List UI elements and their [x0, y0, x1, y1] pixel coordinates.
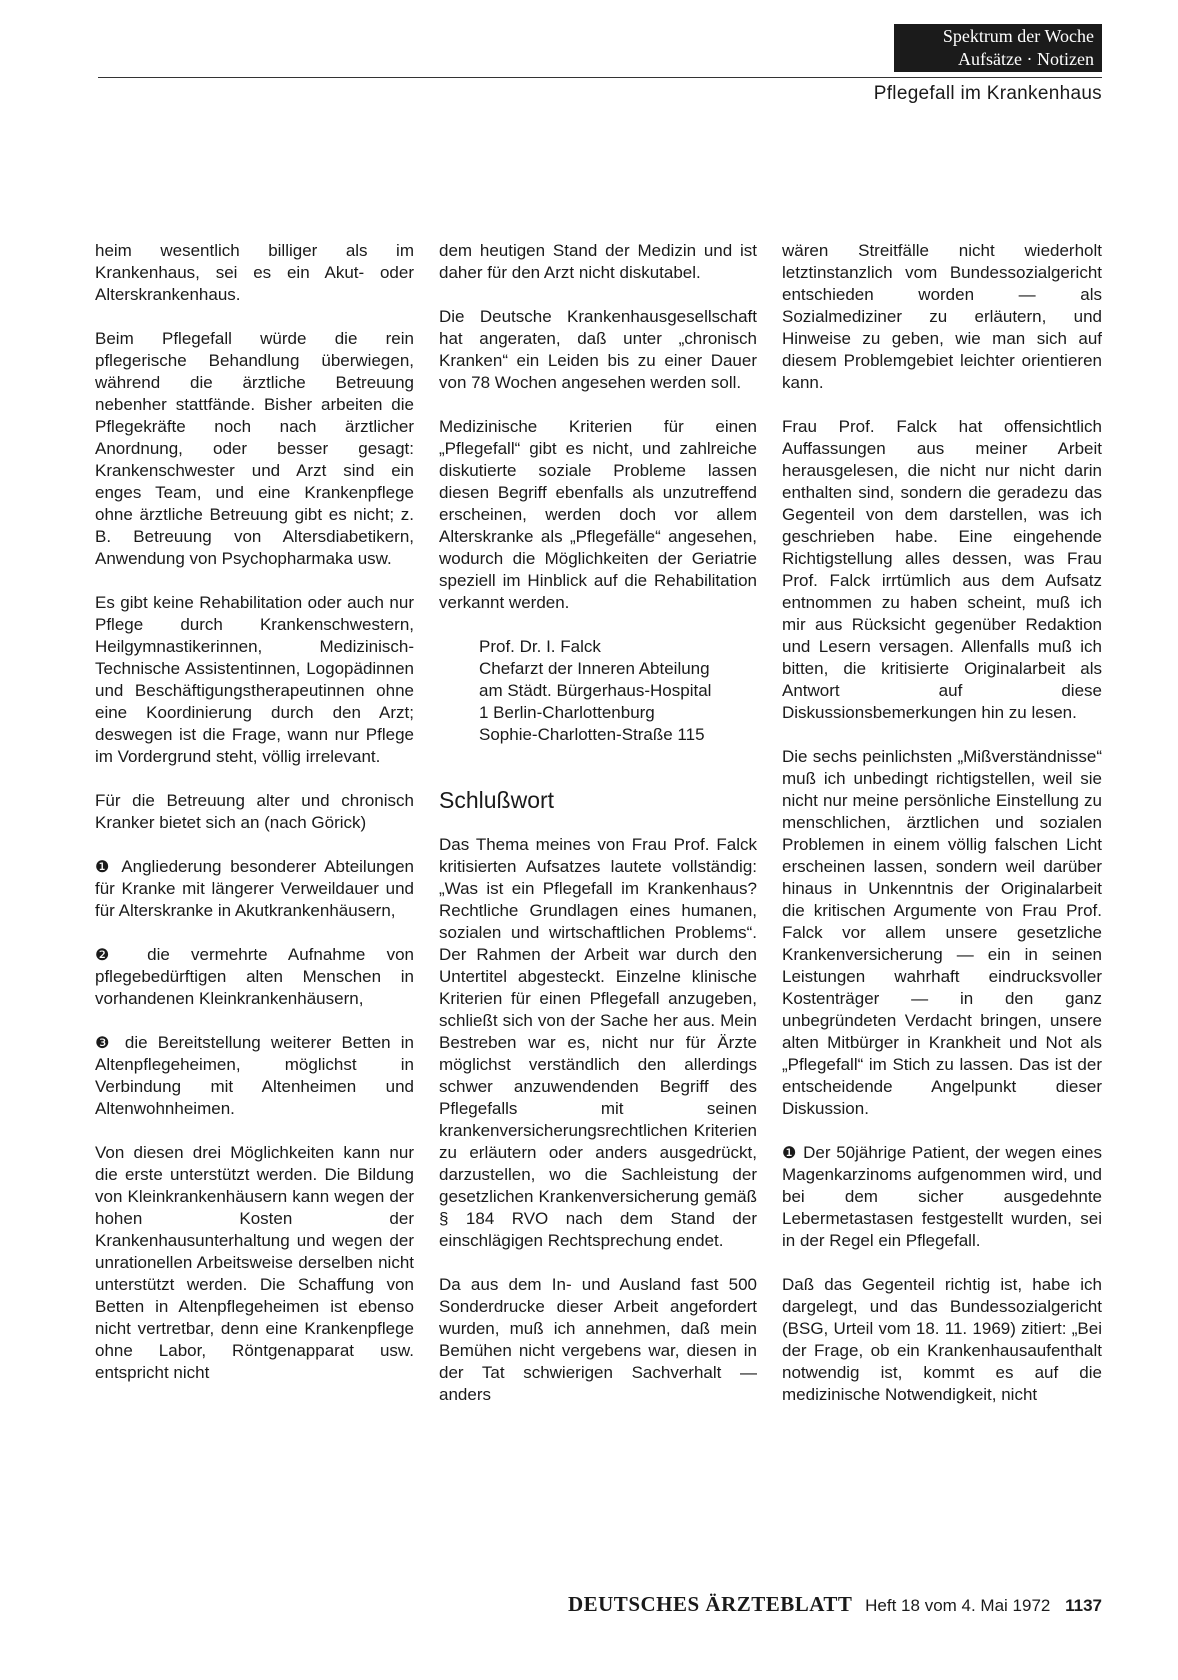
list-item — [95, 944, 414, 1010]
paragraph: Das Thema meines von Frau Prof. Falck kritisierten Aufsatzes lautete vollständig: „Was ist ein Pflegefall im Krankenhaus? Rechtliche Grundlagen eines humanen, sozialen und wirtschaftlichen Problems“. Der Rahmen der Arbeit war durch den Untertitel abgesteckt. Einzelne klinische Kriterien für einen Pflegefall anzugeben, schließt sich von der Sache her aus. Mein Bestreben war es, nicht nur für Ärzte möglichst verständlich den allerdings schwer anzuwendenden Begriff des Pflegefalls mit seinen krankenversicherungsrechtlichen Kriterien zu erläutern oder anders ausgedrückt, darzustellen, wo die Sachleistung der gesetzlichen Krankenversicherung gemäß § 184 RVO nach dem Stand der einschlägigen Rechtsprechung endet. — [439, 835, 757, 1250]
rubric-badge — [894, 24, 1102, 72]
list-item-text: die vermehrte Aufnahme von pflegebedürftigen alten Menschen in vorhandenen Kleinkrankenhäusern, — [95, 945, 414, 1008]
author-city: 1 Berlin-Charlottenburg — [479, 703, 655, 722]
paragraph: Für die Betreuung alter und chronisch Kranker bietet sich an (nach Görick) — [95, 791, 414, 832]
paragraph: Da aus dem In- und Ausland fast 500 Sonderdrucke dieser Arbeit angefordert wurden, muß ich annehmen, daß mein Bemühen nicht vergebens war, diesen in der Tat schwierigen Sachverhalt — anders — [439, 1275, 757, 1404]
issue-info: Heft 18 vom 4. Mai 1972 — [865, 1596, 1051, 1615]
rubric-line-2: Aufsätze · Notizen — [958, 49, 1094, 69]
list-item — [95, 856, 414, 922]
journal-name: DEUTSCHES ÄRZTEBLATT — [567, 1592, 853, 1616]
list-item — [782, 1142, 1102, 1252]
list-item-text: Der 50jährige Patient, der wegen eines Magenkarzinoms aufgenommen wird, und bei dem sicher ausgedehnte Lebermetastasen festgestellt wurden, sei in der Regel ein Pflegefall. — [782, 1143, 1103, 1250]
author-institution: am Städt. Bürgerhaus-Hospital — [479, 681, 712, 700]
rubric-line-1: Spektrum der Woche — [942, 26, 1094, 46]
column-1 — [95, 240, 414, 1406]
paragraph: Beim Pflegefall würde die rein pflegerische Behandlung überwiegen, während die ärztliche Betreuung nebenher stattfände. Bisher arbeiten die Pflegekräfte noch nach ärztlicher Anordnung, oder besser gesagt: Krankenschwester und Arzt sind ein enges Team, und eine Krankenpflege ohne ärztliche Betreuung gibt es nicht; z. B. Betreuung von Altersdiabetikern, Anwendung von Psychopharmaka usw. — [95, 329, 414, 568]
number-one-icon: ❶ — [782, 1143, 798, 1162]
number-one-icon: ❶ — [95, 857, 114, 876]
section-title: Pflegefall im Krankenhaus — [873, 83, 1102, 104]
column-2 — [439, 240, 757, 1428]
number-three-icon: ❸ — [95, 1033, 115, 1052]
list-item-text: die Bereitstellung weiterer Betten in Altenpflegeheimen, möglichst in Verbindung mit Altenheimen und Altenwohnheimen. — [95, 1033, 414, 1118]
list-item-text: Angliederung besonderer Abteilungen für Kranke mit längerer Verweildauer und für Alterskranke in Akutkrankenhäusern, — [95, 857, 414, 920]
number-two-icon: ❷ — [95, 945, 126, 964]
paragraph: Frau Prof. Falck hat offensichtlich Auffassungen aus meiner Arbeit herausgelesen, die nicht nur nicht darin enthalten sind, sondern die geradezu das Gegenteil von dem darstellen, was ich geschrieben habe. Eine eingehende Richtigstellung alles dessen, was Frau Prof. Falck irrtümlich aus dem Aufsatz entnommen zu haben scheint, muß ich mir aus Rücksicht gegenüber Redaktion und Lesern versagen. Allenfalls muß ich bitten, die kritisierte Originalarbeit als Antwort auf diese Diskussionsbemerkungen hin zu lesen. — [782, 417, 1102, 722]
paragraph: Es gibt keine Rehabilitation oder auch nur Pflege durch Krankenschwestern, Heilgymnastikerinnen, Medizinisch-Technische Assistentinnen, Logopädinnen und Beschäftigungstherapeutinnen ohne eine Koordinierung durch den Arzt; deswegen ist die Frage, wann nur Pflege im Vordergrund steht, völlig irrelevant. — [95, 593, 414, 766]
author-signature — [439, 636, 757, 746]
paragraph: Daß das Gegenteil richtig ist, habe ich dargelegt, und das Bundessozialgericht (BSG, Urteil vom 18. 11. 1969) zitiert: „Bei der Frage, ob ein Krankenhausaufenthalt notwendig ist, kommt es auf die medizinische Notwendigkeit, nicht — [782, 1275, 1102, 1404]
paragraph: Die sechs peinlichsten „Mißverständnisse“ muß ich unbedingt richtigstellen, weil sie nicht nur meine persönliche Einstellung zu menschlichen, ärztlichen und sozialen Problemen in einem völlig falschen Licht erscheinen lassen, sondern weil darüber hinaus in Unkenntnis der Originalarbeit die kritischen Argumente von Frau Prof. Falck vor allem unsere gesetzliche Krankenversicherung — ein in seinen Leistungen wahrhaft eindrucksvoller Kostenträger — in den ganz unbegründeten Verdacht bringen, unsere alten Mitbürger in Krankheit und Not als „Pflegefall“ im Stich zu lassen. Das ist der entscheidende Angelpunkt dieser Diskussion. — [782, 747, 1102, 1118]
author-street: Sophie-Charlotten-Straße 115 — [479, 725, 705, 744]
section-heading: Schlußwort — [439, 787, 555, 813]
paragraph: heim wesentlich billiger als im Krankenhaus, sei es ein Akut- oder Alterskrankenhaus. — [95, 241, 414, 304]
author-position: Chefarzt der Inneren Abteilung — [479, 659, 710, 678]
column-3 — [782, 240, 1102, 1428]
list-item — [95, 1032, 414, 1120]
paragraph: Die Deutsche Krankenhausgesellschaft hat angeraten, daß unter „chronisch Kranken“ ein Leiden bis zu einer Dauer von 78 Wochen angesehen werden soll. — [439, 307, 757, 392]
paragraph: dem heutigen Stand der Medizin und ist daher für den Arzt nicht diskutabel. — [439, 241, 757, 282]
paragraph: Medizinische Kriterien für einen „Pflegefall“ gibt es nicht, und zahlreiche diskutierte soziale Probleme lassen diesen Begriff ebenfalls als unzutreffend erscheinen, werden doch vor allem Alterskranke als „Pflegefälle“ angesehen, wodurch die Möglichkeiten der Geriatrie speziell im Hinblick auf die Rehabilitation verkannt werden. — [439, 417, 757, 612]
page-number: 1137 — [1065, 1596, 1102, 1615]
author-name: Prof. Dr. I. Falck — [479, 637, 601, 656]
header-rule — [98, 77, 1102, 78]
paragraph: wären Streitfälle nicht wiederholt letztinstanzlich vom Bundessozialgericht entschieden worden — als Sozialmediziner zu erläutern, und Hinweise zu geben, wie man sich auf diesem Problemgebiet leichter orientieren kann. — [782, 241, 1102, 392]
page-footer — [568, 1592, 1102, 1617]
paragraph: Von diesen drei Möglichkeiten kann nur die erste unterstützt werden. Die Bildung von Kleinkrankenhäusern kann wegen der hohen Kosten der Krankenhausunterhaltung und wegen der unrationellen Arbeitsweise derselben nicht unterstützt werden. Die Schaffung von Betten in Altenpflegeheimen ist ebenso nicht vertretbar, denn eine Krankenpflege ohne Labor, Röntgenapparat usw. entspricht nicht — [95, 1143, 414, 1382]
